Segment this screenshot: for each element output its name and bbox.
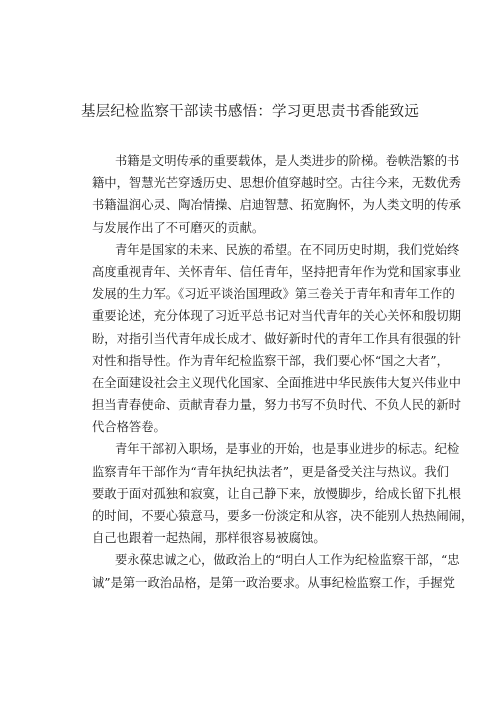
document-title: 基层纪检监察干部读书感悟：学习更思责书香能致远 [80, 104, 420, 120]
paragraph-2-line-5: 盼，对指引当代青年成长成才、做好新时代的青年工作具有很强的针 [92, 331, 461, 346]
paragraph-3-line-4: 的时间，不要心猿意马，要多一份淡定和从容，决不能别人热热闹闹， [92, 509, 474, 523]
paragraph-1-line-3: 书籍温润心灵、陶冶情操、启迪智慧、拓宽胸怀，为人类文明的传承 [92, 198, 461, 213]
paragraph-3-line-1: 青年干部初入职场，是事业的开始，也是事业进步的标志。纪检 [115, 442, 460, 457]
document-body [92, 150, 474, 594]
paragraph-1-line-4: 与发展作出了不可磨灭的贡献。 [92, 220, 265, 235]
paragraph-2-line-8: 担当青春使命、贡献青春力量，努力书写不负时代、不负人民的新时 [92, 398, 461, 413]
paragraph-2-line-2: 高度重视青年、关怀青年、信任青年，坚持把青年作为党和国家事业 [92, 264, 461, 279]
paragraph-2-line-9: 代合格答卷。 [92, 420, 166, 435]
paragraph-4-line-2: 诚”是第一政治品格，是第一政治要求。从事纪检监察工作，手握党 [92, 575, 455, 590]
paragraph-2-line-1: 青年是国家的未来、民族的希望。在不同历史时期，我们党始终 [115, 242, 460, 257]
paragraph-4-line-1: 要永葆忠诚之心，做政治上的“明白人工作为纪检监察干部，“忠 [115, 553, 460, 568]
paragraph-2-line-6: 对性和指导性。作为青年纪检监察干部，我们要心怀“国之大者”， [92, 353, 449, 368]
paragraph-1-line-2: 籍中，智慧光芒穿透历史、思想价值穿越时空。古往今来，无数优秀 [92, 176, 461, 191]
paragraph-2-line-7: 在全面建设社会主义现代化国家、全面推进中华民族伟大复兴伟业中 [92, 375, 461, 390]
paragraph-1-line-1: 书籍是文明传承的重要载体，是人类进步的阶梯。卷帙浩繁的书 [115, 154, 460, 168]
paragraph-3-line-3: 要敢于面对孤独和寂寞，让自己静下来，放慢脚步，给成长留下扎根 [92, 486, 461, 501]
paragraph-3-line-5: 自己也跟着一起热闹，那样很容易被腐蚀。 [92, 531, 326, 546]
paragraph-2-line-3: 发展的生力军。《习近平谈治国理政》第三卷关于青年和青年工作的 [92, 287, 455, 302]
paragraph-3-line-2: 监察青年干部作为“青年执纪执法者”，更是备受关注与热议。我们 [92, 464, 449, 479]
paragraph-2-line-4: 重要论述，充分体现了习近平总书记对当代青年的关心关怀和殷切期 [92, 309, 461, 324]
